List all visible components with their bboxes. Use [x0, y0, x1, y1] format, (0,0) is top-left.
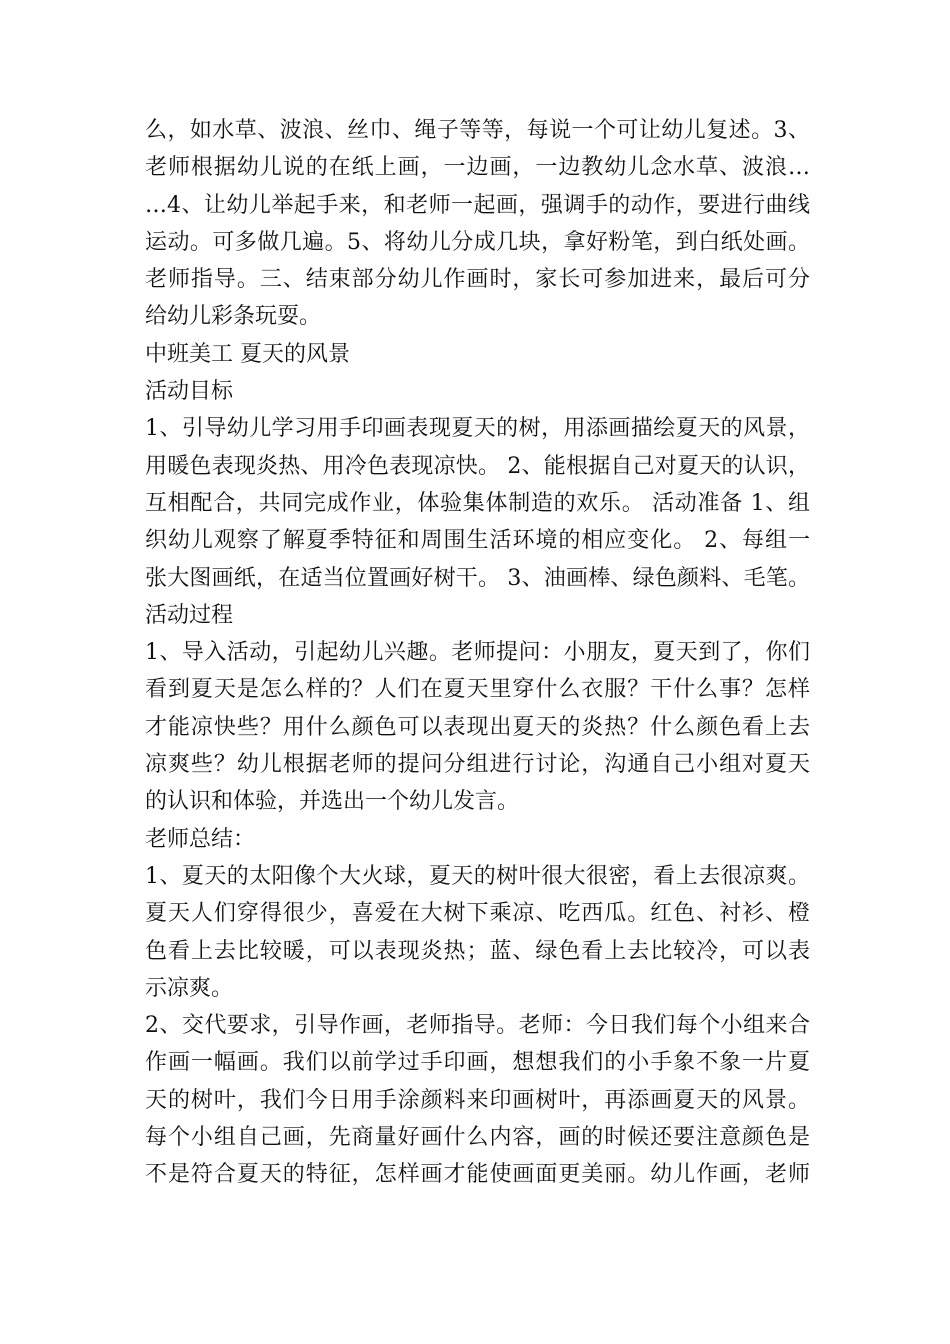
text-line-12: 织幼儿观察了解夏季特征和周围生活环境的相应变化。 2、每组一	[145, 528, 810, 554]
text-line-2: 老师根据幼儿说的在纸上画，一边画，一边教幼儿念水草、波浪…	[145, 155, 810, 181]
heading-activity-process: 活动过程	[145, 602, 234, 628]
text-line-23: 色看上去比较暖，可以表现炎热；蓝、绿色看上去比较冷，可以表	[145, 938, 810, 964]
text-line-27: 天的树叶，我们今日用手涂颜料来印画树叶，再添画夏天的风景。	[145, 1087, 810, 1113]
text-line-16: 看到夏天是怎么样的？人们在夏天里穿什么衣服？干什么事？怎样	[145, 677, 810, 703]
text-line-6: 给幼儿彩条玩耍。	[145, 304, 322, 330]
text-line-13: 张大图画纸，在适当位置画好树干。 3、油画棒、绿色颜料、毛笔。	[145, 565, 810, 591]
text-line-4: 运动。可多做几遍。5、将幼儿分成几块，拿好粉笔，到白纸处画。	[145, 229, 810, 255]
text-line-1: 么，如水草、波浪、丝巾、绳子等等，每说一个可让幼儿复述。3、	[145, 118, 810, 143]
text-line-19: 的认识和体验，并选出一个幼儿发言。	[145, 789, 520, 815]
text-line-21: 1、夏天的太阳像个大火球，夏天的树叶很大很密，看上去很凉爽。	[145, 863, 810, 889]
text-line-22: 夏天人们穿得很少，喜爱在大树下乘凉、吃西瓜。红色、衬衫、橙	[145, 901, 810, 927]
text-line-10: 用暖色表现炎热、用冷色表现凉快。 2、能根据自己对夏天的认识，	[145, 453, 810, 479]
heading-activity-goals: 活动目标	[145, 379, 234, 405]
text-line-24: 示凉爽。	[145, 975, 234, 1001]
text-line-28: 每个小组自己画，先商量好画什么内容，画的时候还要注意颜色是	[145, 1125, 810, 1151]
text-line-29: 不是符合夏天的特征，怎样画才能使画面更美丽。幼儿作画，老师	[145, 1162, 810, 1188]
section-title: 中班美工 夏天的风景	[145, 341, 350, 367]
text-line-15: 1、导入活动，引起幼儿兴趣。老师提问：小朋友，夏天到了，你们	[145, 640, 810, 666]
text-line-25: 2、交代要求，引导作画，老师指导。老师：今日我们每个小组来合	[145, 1013, 810, 1039]
text-line-18: 凉爽些？幼儿根据老师的提问分组进行讨论，沟通自己小组对夏天	[145, 752, 810, 778]
text-line-17: 才能凉快些？用什么颜色可以表现出夏天的炎热？什么颜色看上去	[145, 714, 810, 740]
text-line-26: 作画一幅画。我们以前学过手印画，想想我们的小手象不象一片夏	[145, 1050, 810, 1076]
text-line-11: 互相配合，共同完成作业，体验集体制造的欢乐。 活动准备 1、组	[145, 490, 810, 516]
document-body	[145, 112, 810, 1194]
heading-teacher-summary: 老师总结：	[145, 826, 256, 852]
text-line-3: …4、让幼儿举起手来，和老师一起画，强调手的动作，要进行曲线	[145, 192, 810, 218]
text-line-9: 1、引导幼儿学习用手印画表现夏天的树，用添画描绘夏天的风景，	[145, 416, 810, 442]
text-line-5: 老师指导。三、结束部分幼儿作画时，家长可参加进来，最后可分	[145, 267, 810, 293]
